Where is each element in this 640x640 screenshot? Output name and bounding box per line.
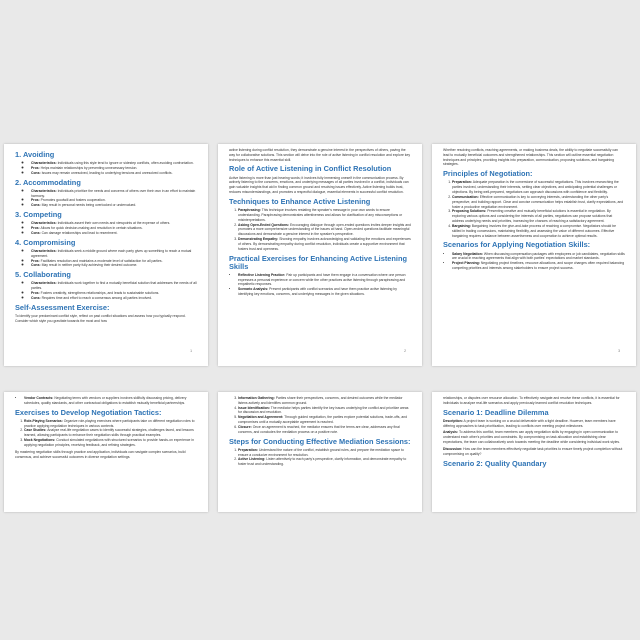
page-number: 3 [618, 349, 620, 353]
item-text: How can the team members effectively negotiate task priorities to ensure timely project completion without compromising on quality? [443, 446, 623, 456]
list-item [24, 396, 197, 406]
paragraph: To identify your predominant conflict style, reflect on past conflict situations and assess how you typically respond. Consider which style you gravitate towards the most and how [15, 313, 186, 323]
item-term: Issue Identification: [238, 405, 270, 410]
list-wrapper [15, 161, 197, 175]
item-text: Individuals assert their own needs and viewpoints at the expense of others. [57, 221, 171, 226]
item-text: Encouraging dialogue through open-ended questions invites deeper insights and promotes a more comprehensive understanding of the issues at hand. Open-ended questions facilitate meaningful discussions and demonstrate a genuine interest in the speaker's perspective. [238, 222, 411, 237]
section-heading: Practical Exercises for Enhancing Active Listening Skills [229, 253, 407, 271]
item-term: Active Listening: [238, 457, 266, 462]
item-text: Listen attentively to each party's perspective, clarify information, and demonstrate empathy to foster trust and understanding. [238, 457, 407, 467]
labeled-paragraph [443, 447, 625, 457]
section-heading: 3. Competing [15, 210, 62, 220]
item-text: To address this conflict, team members can apply negotiation skills by engaging in open communication to understand each other's priorities and constraints. By compromising on task allocation and establishing clear expectations, the team can collaboratively work towards meeting the deadline while considering individual work styles. [443, 430, 620, 445]
item-term: Bargaining: [452, 223, 471, 228]
item-term: Role-Playing Scenarios: [24, 418, 63, 423]
list-item [238, 208, 411, 222]
numbered-list [229, 448, 411, 467]
item-text: Fosters creativity, strengthens relationships, and leads to sustainable solutions. [40, 290, 160, 295]
item-term: Proposing Solutions: [452, 209, 487, 214]
item-term: Cons: [31, 230, 41, 235]
bullet-list [15, 396, 197, 406]
item-term: Preparation: [238, 447, 258, 452]
list-item [452, 209, 625, 223]
item-term: Analysis: [443, 430, 459, 435]
item-text: Promotes goodwill and fosters cooperation. [40, 198, 106, 203]
paragraph: Whether resolving conflicts, reaching agreements, or making business deals, the ability to negotiate successfully can lead to mutually beneficial outcomes and strengthened relationships. This section will outline essential negotiation techniques and principles, providing insights into preparation, communication, proposing solutions, and bargaining strategies. [443, 148, 618, 167]
section-heading: Role of Active Listening in Conflict Resolution [229, 164, 392, 174]
list-item [238, 457, 411, 467]
item-term: Characteristics: [31, 188, 57, 193]
labeled-paragraph [443, 419, 625, 429]
list-wrapper [15, 281, 197, 300]
list-item [452, 261, 625, 271]
bullet-list [229, 273, 411, 297]
list-item [238, 237, 411, 251]
list-item [24, 419, 197, 429]
list-item [452, 224, 625, 238]
item-text: Pair up participants and have them engage in a conversation where one person expresses a personal experience or concern while the other practices active listening through paraphrasing and empathetic responses. [238, 272, 406, 287]
item-text: Facilitates resolution and maintains a moderate level of satisfaction for all parties. [40, 258, 163, 263]
item-term: Description: [443, 418, 463, 423]
item-term: Pros: [31, 165, 40, 170]
section-heading: Steps for Conducting Effective Mediation Sessions: [229, 436, 411, 446]
list-item [31, 203, 197, 208]
numbered-list [15, 419, 197, 448]
list-item [31, 281, 197, 291]
paragraph: By mastering negotiation skills through practice and application, individuals can navigate complex scenarios, build consensus, and achieve successful outcomes in diverse negotiation settings. [15, 449, 186, 459]
item-text: Adequate preparation is the cornerstone of successful negotiations. This involves researching the parties involved, understanding their interests, setting clear objectives, and anticipating potential challenges or objections. By being well-prepared, negotiators can approach discussions with confidence and flexibility. [452, 180, 619, 195]
item-text: This technique involves restating the speaker's message in your own words to ensure understanding. Paraphrasing demonstrates attentiveness and allows for clarification of any misconceptions or misinterpretations. [238, 208, 403, 222]
item-term: Communication: [452, 194, 479, 199]
sub-bullet-list [24, 281, 197, 300]
list-item [238, 273, 411, 287]
section-heading: Scenario 1: Deadline Dilemma [443, 407, 549, 417]
labeled-paragraph [443, 430, 625, 444]
item-term: Characteristics: [31, 281, 57, 286]
list-item [31, 171, 197, 176]
numbered-list [229, 208, 411, 251]
item-term: Cons: [31, 295, 41, 300]
list-item [238, 415, 411, 425]
item-term: Scenario Analysis: [238, 287, 269, 292]
list-wrapper [15, 221, 197, 235]
item-term: Pros: [31, 290, 40, 295]
document-page-2 [218, 144, 422, 366]
document-page-4 [4, 392, 208, 512]
item-text: Issues may remain unresolved, leading to underlying tensions and unresolved conflicts. [41, 170, 173, 175]
item-text: The mediator helps parties identify the key issues underlying the conflict and prioritize areas for discussion and resolution. [238, 405, 409, 415]
numbered-list [443, 180, 625, 238]
item-term: Characteristics: [31, 161, 57, 166]
list-item [238, 406, 411, 416]
page-number: 2 [404, 349, 406, 353]
item-term: Reflective Listening Practice: [238, 272, 286, 277]
section-heading: 5. Collaborating [15, 270, 71, 280]
item-term: Characteristics: [31, 221, 57, 226]
item-text: Present participants with conflict scenarios and have them practice active listening by identifying key emotions, concerns, and underlying messages in the given situations. [238, 287, 397, 297]
item-term: Demonstrating Empathy: [238, 237, 279, 242]
section-heading: Principles of Negotiation: [443, 169, 533, 179]
document-page-1 [4, 144, 208, 366]
item-term: Pros: [31, 226, 40, 231]
item-term: Paraphrasing: [238, 208, 261, 213]
document-page-5 [218, 392, 422, 512]
list-item [31, 296, 197, 301]
section-heading: Techniques to Enhance Active Listening [229, 196, 371, 206]
item-text: Through guided negotiation, the parties explore potential solutions, trade-offs, and compromises until a mutually acceptable agreement is reached. [238, 415, 408, 425]
list-item [31, 189, 197, 199]
item-term: Asking Open-Ended Questions: [238, 222, 290, 227]
item-term: Project Planning: [452, 261, 480, 266]
list-item [238, 448, 411, 458]
item-text: Negotiating terms with vendors or suppliers involves skillfully discussing pricing, delivery schedules, quality standards, and other contractual obligations to establish mutually beneficial partnerships. [24, 396, 187, 405]
item-text: Bargaining involves the give-and-take process of reaching a compromise. Negotiators should be skilled in trading concessions, maintaining flexibility, and assessing the value of different outcomes. Effective bargaining requires a balance between assertiveness and cooperation to achieve optimal results. [452, 223, 616, 238]
item-text: Individuals work together to find a mutually beneficial solution that addresses the needs of all parties. [31, 281, 197, 291]
item-term: Preparation: [452, 180, 472, 185]
numbered-list [229, 396, 411, 435]
list-item [452, 195, 625, 209]
item-term: Case Studies: [24, 428, 47, 433]
item-text: May result in neither party fully achieving their desired outcome. [41, 263, 138, 268]
item-term: Closure: [238, 424, 252, 429]
paragraph: relationships, or disputes over resource allocation. To effectively navigate and resolve these conflicts, it is essential for individuals to analyze real-life scenarios and apply previously learned conflict resolution techniques. [443, 396, 620, 405]
item-text: Individuals using this style tend to ignore or sidestep conflicts, often avoiding confrontation. [57, 161, 194, 166]
section-heading: 2. Accommodating [15, 177, 81, 187]
item-term: Characteristics: [31, 248, 57, 253]
item-term: Salary Negotiation: [452, 251, 483, 256]
item-term: Vendor Contracts: [24, 396, 54, 400]
item-text: Presenting creative and mutually beneficial solutions is essential in negotiation. By exploring various options and considering the interests of all parties, negotiators can propose solutions that address underlying needs and priorities, increasing the chances of reaching a satisfactory agreement. [452, 209, 613, 224]
document-page-3 [432, 144, 636, 366]
item-text: A project team is working on a crucial deliverable with a tight deadline. However, team members have differing approaches to task prioritization, leading to conflicts over meeting project milestones. [443, 418, 616, 428]
list-item [238, 396, 411, 406]
section-heading: 4. Compromising [15, 237, 76, 247]
paragraph: Active listening is more than just hearing words; it involves fully immersing oneself in the communication process. By actively listening to the concerns, emotions, and underlying messages of all parties involved in a conflict, individuals can gain valuable insights that aid in finding common ground and resolving issues effectively. Active listening builds trust, reduces misunderstandings, and promotes a respectful dialogue, essential elements in successful conflict resolution. [229, 175, 409, 195]
section-heading: Scenarios for Applying Negotiation Skills: [443, 240, 591, 250]
item-term: Cons: [31, 263, 41, 268]
item-term: Cons: [31, 170, 41, 175]
item-text: Allows for quick decision-making and resolution in certain situations. [40, 226, 143, 231]
item-text: Organize role-playing exercises where participants take on different negotiation roles to practice applying negotiation techniques in various contexts. [24, 418, 195, 428]
sub-bullet-list [24, 249, 197, 268]
section-heading: Exercises to Develop Negotiation Tactics: [15, 407, 162, 417]
item-term: Pros: [31, 258, 40, 263]
page-number: 1 [190, 349, 192, 353]
item-text: Understand the nature of the conflict, establish ground rules, and prepare the mediation space to ensure a conducive environment for resolution. [238, 447, 404, 457]
bullet-list [443, 252, 625, 271]
item-text: Individuals prioritize the needs and concerns of others over their own in an effort to maintain harmony. [31, 188, 196, 198]
item-text: Effective communication is key to conveying interests, understanding the other party's perspective, and building rapport. Clear and concise communication helps establish trust, clarify expectations, and foster a productive negotiation environment. [452, 194, 624, 209]
item-text: Analyze real-life negotiation cases to identify successful strategies, challenges faced, and lessons learned, allowing participants to enhance their negotiation skills through practical examples. [24, 428, 194, 438]
item-text: Requires time and effort to reach a consensus among all parties involved. [41, 295, 152, 300]
item-term: Pros: [31, 198, 40, 203]
item-text: May result in personal needs being overlooked or undervalued. [41, 203, 137, 208]
sub-bullet-list [24, 221, 197, 235]
item-text: Can damage relationships and lead to resentment. [41, 230, 118, 235]
sub-bullet-list [24, 161, 197, 175]
list-item [238, 287, 411, 297]
list-item [452, 180, 625, 194]
item-term: Information Gathering: [238, 396, 275, 400]
item-term: Cons: [31, 203, 41, 208]
list-wrapper [15, 249, 197, 268]
item-text: When discussing compensation packages with employees or job candidates, negotiation skills are crucial in reaching agreements that align with both parties' expectations and market standards. [452, 251, 625, 261]
item-text: Once an agreement is reached, the mediator ensures that the terms are clear, addresses any final concerns, and concludes the mediation process on a positive note. [238, 424, 400, 434]
list-item [31, 249, 197, 259]
list-item [238, 425, 411, 435]
document-page-6 [432, 392, 636, 512]
item-term: Negotiation and Agreement: [238, 415, 284, 420]
section-heading: Self-Assessment Exercise: [15, 302, 110, 312]
item-text: Conduct simulated negotiations with structured scenarios to provide hands-on experience in applying negotiation principles, receiving feedback, and refining strategies. [24, 438, 195, 447]
list-item [24, 428, 197, 438]
section-heading: Scenario 2: Quality Quandary [443, 458, 547, 468]
item-text: Showing empathy involves acknowledging and validating the emotions and experiences of others. By demonstrating empathy during conflict resolution, individuals create a supportive environment that fosters trust and openness. [238, 237, 411, 251]
list-item [31, 263, 197, 268]
section-heading: 1. Avoiding [15, 150, 55, 159]
paragraph: active listening during conflict resolution, they demonstrate a genuine interest in the perspectives of others, paving the way for collaborative solutions. This section will delve into the role of active listening in conflict resolution and explore key techniques to enhance this essential skill. [229, 148, 411, 162]
item-text: Helps maintain relationships by preventing unnecessary tension. [40, 165, 138, 170]
list-item [238, 223, 411, 237]
item-text: Negotiating project timelines, resource allocations, and scope changes often required balancing competing priorities and interests among stakeholders to ensure project success. [452, 261, 625, 271]
item-text: Individuals seek a middle ground where each party gives up something to reach a mutual agreement. [31, 248, 192, 258]
list-item [452, 252, 625, 262]
list-item [31, 231, 197, 236]
item-term: Mock Negotiations: [24, 438, 56, 443]
item-text: Parties share their perspectives, concerns, and desired outcomes while the mediator listens actively and identifies common ground. [238, 396, 403, 405]
list-item [24, 438, 197, 448]
item-term: Discussion: [443, 446, 463, 451]
list-wrapper [15, 189, 197, 208]
sub-bullet-list [24, 189, 197, 208]
